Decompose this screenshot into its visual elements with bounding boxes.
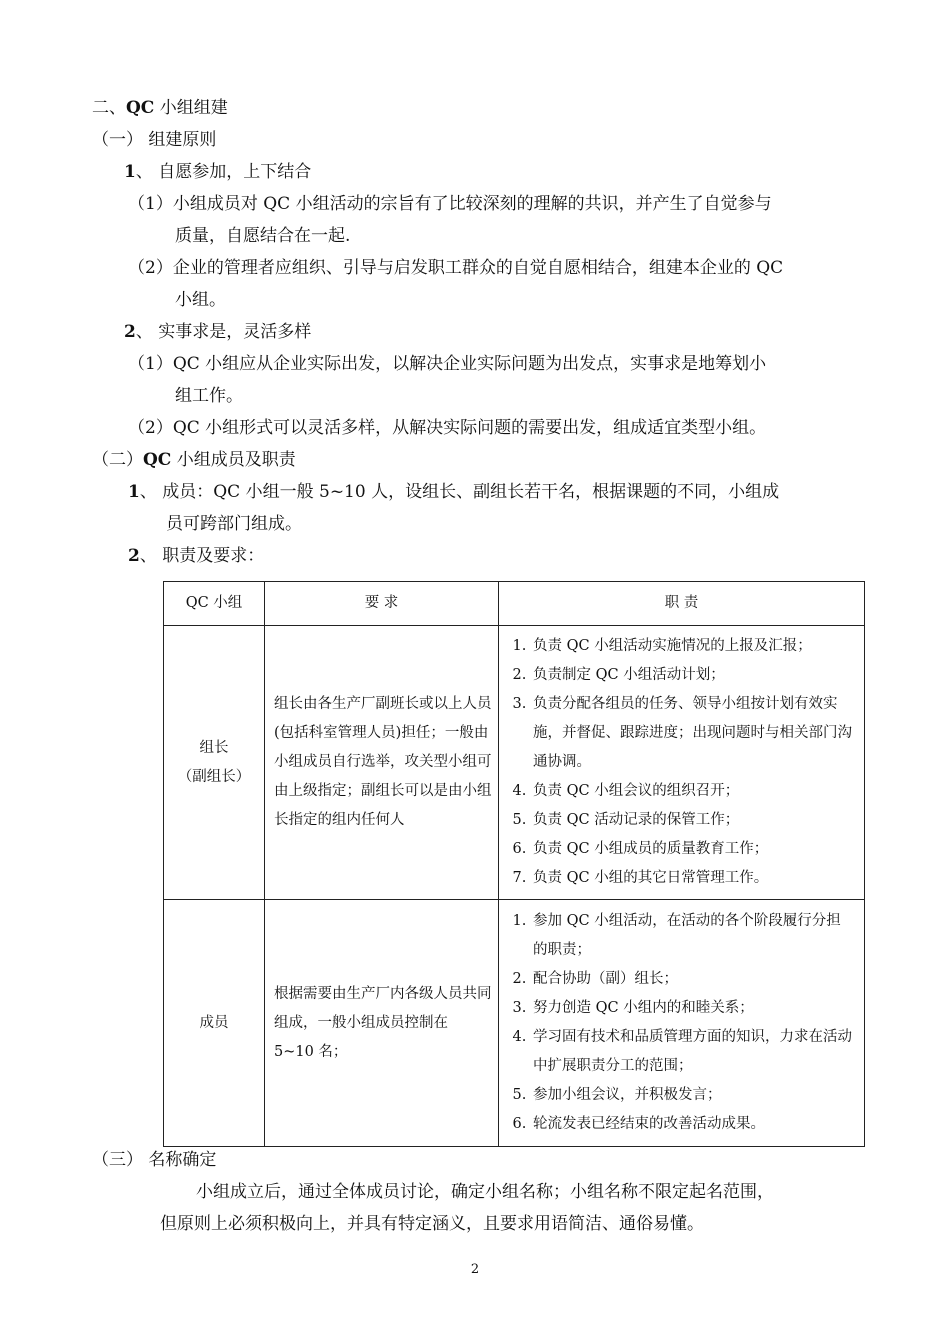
leader-requirement: 组长由各生产厂副班长或以上人员(包括科室管理人员)担任；一般由小组成员自行选举，攻关型小组可由上级指定；副组长可以是由小组长指定的组内任何人 [265,626,499,900]
subsection-2-qc: QC [143,450,172,470]
duty-table [163,581,865,1147]
table-row-leader [164,626,865,900]
principle-1-item-1-line-2: 质量，自愿结合在一起. [175,226,351,246]
subsection-2-prefix: （二） [92,450,143,470]
list-item: 6. 轮流发表已经结束的改善活动成果。 [531,1110,854,1139]
duties-title [128,544,264,568]
member-duties-cell [499,900,865,1147]
leader-duties-cell [499,626,865,900]
subsection-2-title [92,448,296,472]
list-item: 1. 负责 QC 小组活动实施情况的上报及汇报； [531,632,854,661]
subsection-3-title: （三） 名称确定 [92,1150,217,1170]
member-role: 成员 [164,900,265,1147]
table-header-row [164,582,865,626]
leader-role-deputy: （副组长） [177,768,251,785]
leader-role: 组长 [199,739,229,756]
principle-1-item-2-line-1: （2）企业的管理者应组织、引导与启发职工群众的自觉自愿相结合，组建本企业的 QC [128,258,784,278]
header-requirement: 要 求 [265,582,499,626]
members-line-2: 员可跨部门组成。 [166,514,302,534]
principle-1-text: 、 自愿参加，上下结合 [135,162,312,182]
list-item: 2. 负责制定 QC 小组活动计划； [531,661,854,690]
list-item: 5. 参加小组会议，并积极发言； [531,1081,854,1110]
principle-2-text: 、 实事求是，灵活多样 [135,322,312,342]
naming-line-1: 小组成立后，通过全体成员讨论，确定小组名称；小组名称不限定起名范围， [196,1182,774,1202]
duties-text: 、 职责及要求： [139,546,265,566]
member-duty-list [507,907,854,1139]
list-item: 3. 负责分配各组员的任务、领导小组按计划有效实施，并督促、跟踪进度；出现问题时与相关部门沟通协调。 [531,690,854,777]
subsection-1-title: （一） 组建原则 [92,130,217,150]
header-group: QC 小组 [164,582,265,626]
principle-2-num: 2 [124,322,136,342]
naming-line-2: 但原则上必须积极向上，并具有特定涵义，且要求用语简洁、通俗易懂。 [160,1214,704,1234]
list-item: 6. 负责 QC 小组成员的质量教育工作； [531,835,854,864]
principle-1-item-1-line-1: （1）小组成员对 QC 小组活动的宗旨有了比较深刻的理解的共识，并产生了自觉参与 [128,194,772,214]
list-item: 1. 参加 QC 小组活动，在活动的各个阶段履行分担的职责； [531,907,854,965]
principle-1-title [124,160,311,184]
principle-2-item-2: （2）QC 小组形式可以灵活多样，从解决实际问题的需要出发，组成适宜类型小组。 [128,418,767,438]
principle-2-item-1-line-2: 组工作。 [175,386,243,406]
table-row-member [164,900,865,1147]
section-title-rest: 小组组建 [154,98,228,118]
principle-1-num: 1 [124,162,136,182]
leader-duty-list [507,632,854,893]
list-item: 7. 负责 QC 小组的其它日常管理工作。 [531,864,854,893]
subsection-2-rest: 小组成员及职责 [171,450,296,470]
principle-1-item-2-line-2: 小组。 [175,290,226,310]
members-num: 1 [128,482,140,502]
members-text: 、 成员：QC 小组一般 5~10 人，设组长、副组长若干名，根据课题的不同，小组成 [139,482,780,502]
list-item: 3. 努力创造 QC 小组内的和睦关系； [531,994,854,1023]
list-item: 5. 负责 QC 活动记录的保管工作； [531,806,854,835]
member-requirement: 根据需要由生产厂内各级人员共同组成，一般小组成员控制在 5~10 名； [265,900,499,1147]
header-duty: 职 责 [499,582,865,626]
list-item: 4. 学习固有技术和品质管理方面的知识，力求在活动中扩展职责分工的范围； [531,1023,854,1081]
list-item: 2. 配合协助（副）组长； [531,965,854,994]
principle-2-title [124,320,311,344]
members-line-1 [128,480,779,504]
principle-2-item-1-line-1: （1）QC 小组应从企业实际出发，以解决企业实际问题为出发点，实事求是地筹划小 [128,354,767,374]
list-item: 4. 负责 QC 小组会议的组织召开； [531,777,854,806]
section-title [92,96,228,120]
section-title-prefix: 二、 [92,98,126,118]
section-title-qc: QC [126,98,155,118]
duties-num: 2 [128,546,140,566]
page-number: 2 [470,1262,480,1277]
leader-role-cell [164,626,265,900]
